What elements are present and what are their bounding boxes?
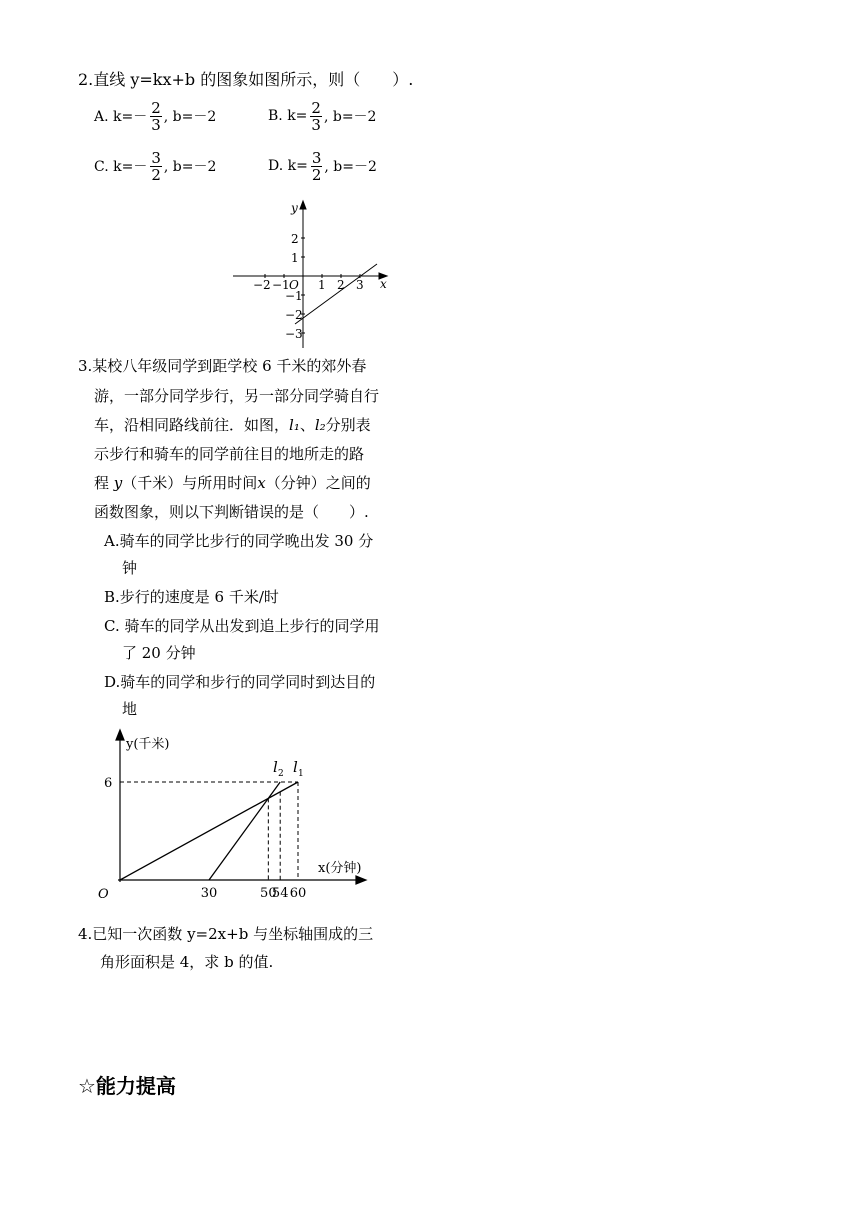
q2-option-d-suffix: , b=－2 xyxy=(324,159,377,175)
q3-x-unit: （分钟）之间的 xyxy=(265,474,371,492)
q3-x-axis-arrow xyxy=(356,876,366,884)
q3-line-2: 游，一部分同学步行，另一部分同学骑自行 xyxy=(94,387,380,405)
q3-y-unit: （千米）与所用时间 xyxy=(122,474,258,492)
q2-function-line xyxy=(295,264,377,324)
q2-option-b-suffix: , b=－2 xyxy=(323,109,377,125)
q2-origin-label: O xyxy=(289,278,299,292)
q2-x-label: x xyxy=(380,277,387,291)
q3-y-var: y xyxy=(113,474,123,492)
q2-y-tick-label: −3 xyxy=(285,327,303,341)
q3-x-tick-label: 54 xyxy=(271,886,289,898)
q2-option-c-prefix: C. k=－ xyxy=(94,159,148,175)
q3-line-4: 示步行和骑车的同学前往目的地所走的路 xyxy=(94,445,365,463)
q3-option-a-cont: 钟 xyxy=(122,559,138,577)
q3-line-3-text: 车，沿相同路线前往．如图， xyxy=(94,416,290,434)
q3-sep: 、 xyxy=(299,416,315,434)
q3-line-6: 函数图象，则以下判断错误的是（ ）. xyxy=(94,503,369,521)
numerator: 3 xyxy=(311,148,322,167)
q3-line-1: 3.某校八年级同学到距学校 6 千米的郊外春 xyxy=(78,357,367,375)
q3-line-5 xyxy=(94,473,371,493)
q2-option-a-suffix: , b=－2 xyxy=(163,109,217,125)
q3-y-label: y(千米) xyxy=(126,737,170,752)
q2-y-tick-label: 2 xyxy=(291,232,299,246)
q3-x-tick-label: 30 xyxy=(200,886,218,898)
q3-x-var: x xyxy=(257,474,266,492)
q2-y-tick-label: −2 xyxy=(285,308,303,322)
q4-line-1: 4.已知一次函数 y=2x+b 与坐标轴围成的三 xyxy=(78,925,374,943)
q2-option-a-fraction xyxy=(150,100,162,133)
numerator: 2 xyxy=(311,98,321,117)
q3-y-tick-label: 6 xyxy=(104,776,113,791)
q3-x-tick-label: 60 xyxy=(289,886,307,898)
q2-graph xyxy=(225,196,400,354)
q3-option-a: A.骑车的同学比步行的同学晚出发 30 分 xyxy=(104,532,374,550)
q3-line-3-tail: 分别表 xyxy=(325,416,371,434)
q2-y-tick-label: 1 xyxy=(291,251,299,265)
q3-label-l2-sub: 2 xyxy=(278,769,284,779)
q3-y-axis-arrow xyxy=(116,730,124,740)
q2-x-tick-label: −2 xyxy=(253,278,271,292)
q2-option-d-prefix: D. k= xyxy=(268,158,308,174)
q2-option-b-fraction xyxy=(310,100,322,133)
q2-option-b-prefix: B. k= xyxy=(268,108,308,124)
numerator: 2 xyxy=(151,98,161,117)
q3-x-tick-label: 50 xyxy=(260,886,277,898)
q3-option-d: D.骑车的同学和步行的同学同时到达目的 xyxy=(104,673,376,691)
numerator: 3 xyxy=(151,148,161,167)
q3-origin-label: O xyxy=(98,887,109,898)
q3-l1-ref: l₁ xyxy=(289,416,300,434)
q3-option-b: B.步行的速度是 6 千米/时 xyxy=(104,588,279,606)
denominator: 3 xyxy=(311,115,321,134)
q3-label-l1-sub: 1 xyxy=(298,769,304,779)
q3-label-l1-main: l xyxy=(293,758,298,776)
q2-y-label: y xyxy=(291,201,298,215)
q3-series-l2 xyxy=(209,782,280,880)
q2-stem: 2.直线 y=kx+b 的图象如图所示，则（ ）. xyxy=(78,70,414,89)
denominator: 2 xyxy=(151,165,161,184)
q2-y-tick-label: −1 xyxy=(285,289,303,303)
q2-option-c-fraction xyxy=(150,150,162,183)
q2-option-d xyxy=(268,144,377,188)
q3-label-l1 xyxy=(293,758,304,779)
q2-option-a xyxy=(94,94,216,138)
section-title: ☆能力提高 xyxy=(78,1074,176,1098)
q3-option-c-cont: 了 20 分钟 xyxy=(122,644,196,662)
q3-option-d-cont: 地 xyxy=(122,700,138,718)
q2-option-a-prefix: A. k=－ xyxy=(94,109,148,125)
q2-option-b xyxy=(268,94,376,138)
denominator: 2 xyxy=(311,165,322,184)
q3-label-l2 xyxy=(273,758,284,779)
q2-option-c xyxy=(94,144,216,188)
q2-x-tick-label: −1 xyxy=(272,278,290,292)
q2-x-tick-label: 3 xyxy=(356,278,364,292)
denominator: 3 xyxy=(151,115,161,134)
q3-line-3 xyxy=(94,415,371,435)
q3-line-5-text: 程 xyxy=(94,474,110,492)
q2-x-tick-label: 2 xyxy=(337,278,345,292)
q2-x-tick-label: 1 xyxy=(318,278,326,292)
q3-option-c: C. 骑车的同学从出发到追上步行的同学用 xyxy=(104,617,380,635)
q2-option-c-suffix: , b=－2 xyxy=(163,159,217,175)
q3-series-l1 xyxy=(120,782,298,880)
q3-l2-ref: l₂ xyxy=(314,416,326,434)
q4-line-2: 角形面积是 4，求 b 的值. xyxy=(100,953,274,971)
q3-x-label: x(分钟) xyxy=(318,861,362,876)
q3-label-l2-main: l xyxy=(273,758,278,776)
q2-y-axis-arrow xyxy=(300,201,306,209)
q3-graph xyxy=(90,726,380,898)
q2-option-d-fraction xyxy=(311,150,323,183)
